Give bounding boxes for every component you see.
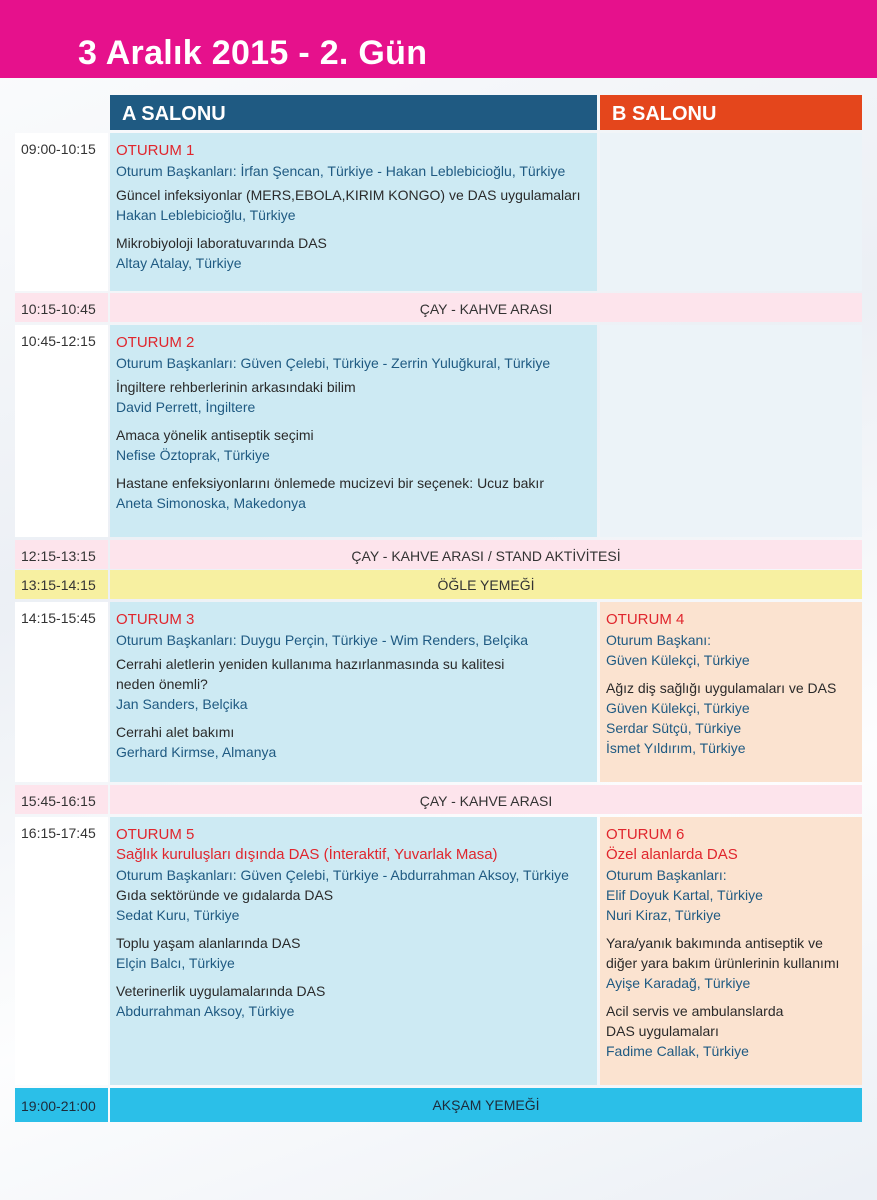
- lunch-row: ÖĞLE YEMEĞİ: [110, 570, 862, 599]
- talk-speaker: Nefise Öztoprak, Türkiye: [116, 447, 270, 463]
- talk-speaker: Serdar Sütçü, Türkiye: [606, 720, 742, 736]
- column-header-b: B SALONU: [600, 95, 862, 130]
- session-cell-b: [600, 817, 862, 1085]
- time-slot: 14:15-15:45: [15, 602, 108, 782]
- talk-title: Hastane enfeksiyonlarını önlemede mucizevi bir seçenek: Ucuz bakır: [116, 475, 544, 491]
- break-row: ÇAY - KAHVE ARASI / STAND AKTİVİTESİ: [110, 540, 862, 569]
- chair-label: Oturum Başkanları:: [606, 867, 727, 883]
- talk-speaker: Fadime Callak, Türkiye: [606, 1043, 749, 1059]
- session-title: OTURUM 2: [116, 334, 195, 351]
- session-cell-b-empty: [600, 325, 862, 537]
- session-cell-b: [600, 602, 862, 782]
- talk-title: Cerrahi aletlerin yeniden kullanıma hazırlanmasında su kalitesi: [116, 656, 505, 672]
- session-cell-a: [110, 133, 597, 291]
- talk-speaker: David Perrett, İngiltere: [116, 399, 256, 415]
- talk-title: diğer yara bakım ürünlerinin kullanımı: [606, 955, 840, 971]
- talk-speaker: Altay Atalay, Türkiye: [116, 255, 242, 271]
- talk-speaker: Jan Sanders, Belçika: [116, 696, 248, 712]
- talk-speaker: Aneta Simonoska, Makedonya: [116, 495, 306, 511]
- session-title: OTURUM 6: [606, 826, 685, 843]
- break-row: ÇAY - KAHVE ARASI: [110, 785, 862, 814]
- time-slot: 10:45-12:15: [15, 325, 108, 537]
- session-subtitle: Özel alanlarda DAS: [606, 846, 738, 863]
- talk-speaker: Ayişe Karadağ, Türkiye: [606, 975, 751, 991]
- time-slot: 16:15-17:45: [15, 817, 108, 1085]
- talk-title: Veterinerlik uygulamalarında DAS: [116, 983, 326, 999]
- time-slot: 10:15-10:45: [15, 293, 108, 322]
- session-cell-a: [110, 817, 597, 1085]
- dinner-row: AKŞAM YEMEĞİ: [110, 1088, 862, 1122]
- talk-speaker: İsmet Yıldırım, Türkiye: [606, 740, 746, 756]
- talk-title: neden önemli?: [116, 676, 208, 692]
- talk-title: Cerrahi alet bakımı: [116, 724, 235, 740]
- session-chair: Güven Külekçi, Türkiye: [606, 652, 750, 668]
- session-cell-b-empty: [600, 133, 862, 291]
- session-subtitle: Sağlık kuruluşları dışında DAS (İnteraktif, Yuvarlak Masa): [116, 846, 498, 863]
- time-slot: 19:00-21:00: [15, 1088, 108, 1122]
- talk-title: Ağız diş sağlığı uygulamaları ve DAS: [606, 680, 837, 696]
- session-title: OTURUM 3: [116, 611, 195, 628]
- talk-title: İngiltere rehberlerinin arkasındaki bilim: [116, 379, 356, 395]
- talk-speaker: Elçin Balcı, Türkiye: [116, 955, 235, 971]
- session-chairs: Oturum Başkanları: Güven Çelebi, Türkiye - Abdurrahman Aksoy, Türkiye: [116, 867, 569, 883]
- talk-title: Amaca yönelik antiseptik seçimi: [116, 427, 314, 443]
- talk-speaker: Abdurrahman Aksoy, Türkiye: [116, 1003, 295, 1019]
- time-slot: 13:15-14:15: [15, 570, 108, 599]
- session-chairs: Oturum Başkanları: Duygu Perçin, Türkiye - Wim Renders, Belçika: [116, 632, 529, 648]
- talk-title: Toplu yaşam alanlarında DAS: [116, 935, 301, 951]
- chair-label: Oturum Başkanı:: [606, 632, 712, 648]
- column-header-a: A SALONU: [110, 95, 597, 130]
- session-chairs: Oturum Başkanları: Güven Çelebi, Türkiye - Zerrin Yuluğkural, Türkiye: [116, 355, 551, 371]
- session-chair: Nuri Kiraz, Türkiye: [606, 907, 721, 923]
- session-title: OTURUM 1: [116, 142, 195, 159]
- talk-speaker: Hakan Leblebicioğlu, Türkiye: [116, 207, 296, 223]
- talk-title: Gıda sektöründe ve gıdalarda DAS: [116, 887, 334, 903]
- session-cell-a: [110, 602, 597, 782]
- talk-speaker: Güven Külekçi, Türkiye: [606, 700, 750, 716]
- page-header: [0, 0, 877, 78]
- session-title: OTURUM 4: [606, 611, 685, 628]
- talk-title: Acil servis ve ambulanslarda: [606, 1003, 784, 1019]
- session-title: OTURUM 5: [116, 826, 195, 843]
- break-row: ÇAY - KAHVE ARASI: [110, 293, 862, 322]
- time-slot: 12:15-13:15: [15, 540, 108, 569]
- time-slot: 15:45-16:15: [15, 785, 108, 814]
- time-slot: 09:00-10:15: [15, 133, 108, 291]
- talk-speaker: Gerhard Kirmse, Almanya: [116, 744, 277, 760]
- session-chairs: Oturum Başkanları: İrfan Şencan, Türkiye - Hakan Leblebicioğlu, Türkiye: [116, 163, 566, 179]
- session-cell-a: [110, 325, 597, 537]
- talk-speaker: Sedat Kuru, Türkiye: [116, 907, 240, 923]
- talk-title: Mikrobiyoloji laboratuvarında DAS: [116, 235, 327, 251]
- talk-title: Yara/yanık bakımında antiseptik ve: [606, 935, 823, 951]
- talk-title: DAS uygulamaları: [606, 1023, 719, 1039]
- talk-title: Güncel infeksiyonlar (MERS,EBOLA,KIRIM KONGO) ve DAS uygulamaları: [116, 187, 581, 203]
- session-chair: Elif Doyuk Kartal, Türkiye: [606, 887, 763, 903]
- page-title: 3 Aralık 2015 - 2. Gün: [78, 34, 428, 72]
